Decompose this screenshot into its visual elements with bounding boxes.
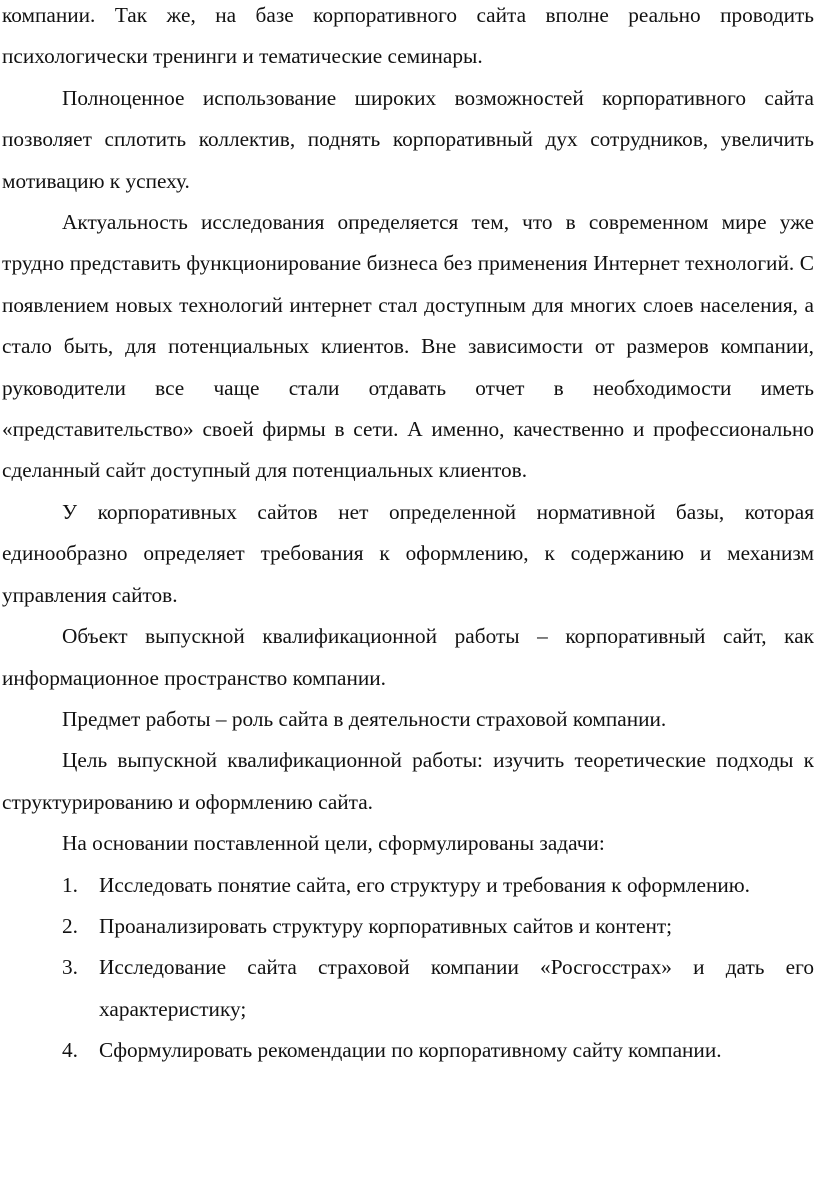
list-item-number: 3. [62, 955, 78, 980]
tasks-list [2, 865, 814, 1072]
list-item-text: Исследование сайта страховой компании «Росгосстрах» и дать его характеристику; [99, 955, 814, 1021]
paragraph-subject: Предмет работы – роль сайта в деятельности страховой компании. [62, 706, 667, 731]
paragraph-normative-base: У корпоративных сайтов нет определенной нормативной базы, которая единообразно определяет требования к оформлению, к содержанию и механизм управления сайтов. [2, 499, 814, 607]
list-item [2, 947, 814, 1030]
list-item-number: 2. [62, 913, 78, 938]
list-item-text: Проанализировать структуру корпоративных сайтов и контент; [99, 913, 673, 938]
list-item [2, 1030, 814, 1071]
list-item [2, 906, 814, 947]
list-item-text: Сформулировать рекомендации по корпоративному сайту компании. [99, 1038, 722, 1063]
list-item-text: Исследовать понятие сайта, его структуру и требования к оформлению. [99, 872, 750, 897]
paragraph-continuation: компании. Так же, на базе корпоративного сайта вполне реально проводить психологически тренинги и тематические семинары. [2, 3, 814, 69]
paragraph-site-usage: Полноценное использование широких возможностей корпоративного сайта позволяет сплотить коллектив, поднять корпоративный дух сотрудников, увеличить мотивацию к успеху. [2, 85, 814, 193]
paragraph-relevance: Актуальность исследования определяется тем, что в современном мире уже трудно представить функционирование бизнеса без применения Интернет технологий. С появлением новых технологий интернет стал доступным для многих слоев населения, а стало быть, для потенциальных клиентов. Вне зависимости от размеров компании, руководители все чаще стали отдавать отчет в необходимости иметь «представительство» своей фирмы в сети. А именно, качественно и профессионально сделанный сайт доступный для потенциальных клиентов. [2, 210, 814, 483]
list-item [2, 865, 814, 906]
paragraph-goal: Цель выпускной квалификационной работы: изучить теоретические подходы к структурированию и оформлению сайта. [2, 748, 814, 814]
list-item-number: 1. [62, 872, 78, 897]
list-item-number: 4. [62, 1038, 78, 1063]
paragraph-object: Объект выпускной квалификационной работы – корпоративный сайт, как информационное пространство компании. [2, 624, 814, 690]
paragraph-tasks-intro: На основании поставленной цели, сформулированы задачи: [62, 831, 605, 856]
